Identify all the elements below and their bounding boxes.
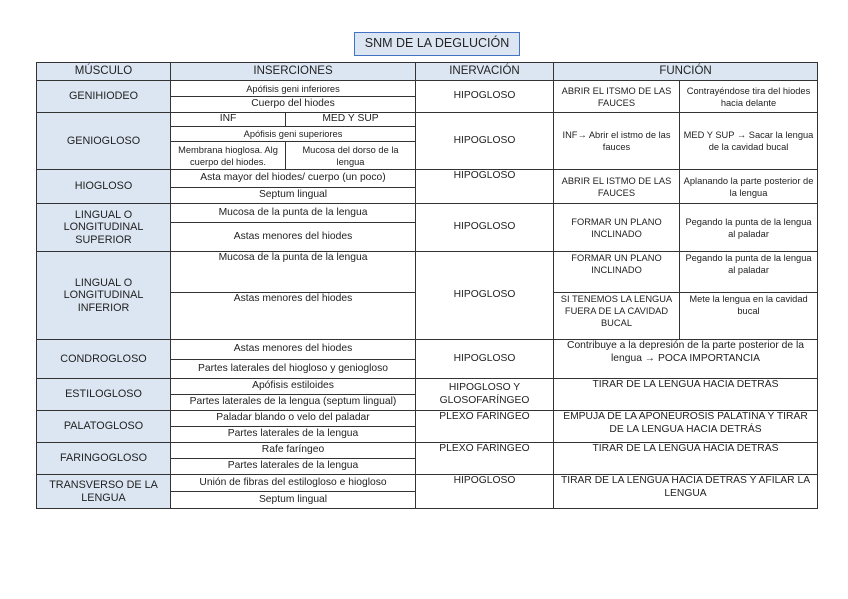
- insertion-cell: Mucosa de la punta de la lengua: [171, 252, 416, 293]
- function-cell: FORMAR UN PLANO INCLINADO: [554, 204, 680, 252]
- header-innervation: INERVACIÓN: [416, 63, 554, 81]
- function-detail-cell: Pegando la punta de la lengua al paladar: [680, 252, 818, 293]
- function-detail-cell: MED Y SUP → Sacar la lengua de la cavidad bucal: [680, 113, 818, 170]
- insertion-cell: Unión de fibras del estilogloso e hiogloso: [171, 475, 416, 492]
- innervation-cell: HIPOGLOSO: [416, 113, 554, 170]
- innervation-cell: HIPOGLOSO: [416, 81, 554, 113]
- header-muscle: MÚSCULO: [37, 63, 171, 81]
- header-row: [37, 63, 818, 81]
- table-row: [37, 411, 818, 427]
- function-cell: TIRAR DE LA LENGUA HACIA DETRÁS: [554, 379, 818, 411]
- innervation-cell: HIPOGLOSO: [416, 252, 554, 340]
- table-row: [37, 475, 818, 492]
- muscle-cell: GENIHIODEO: [37, 81, 171, 113]
- function-cell: Contribuye a la depresión de la parte posterior de la lengua → POCA IMPORTANCIA: [554, 340, 818, 379]
- insertion-cell: Mucosa de la punta de la lengua: [171, 204, 416, 223]
- insertion-cell: Cuerpo del hiodes: [171, 97, 416, 113]
- insertion-cell: Partes laterales de la lengua (septum lingual): [171, 395, 416, 411]
- table-row: [37, 204, 818, 223]
- insertion-cell: Septum lingual: [171, 492, 416, 509]
- innervation-cell: PLEXO FARÍNGEO: [416, 411, 554, 443]
- innervation-cell: HIPOGLOSO: [416, 170, 554, 204]
- muscle-cell: ESTILOGLOSO: [37, 379, 171, 411]
- insertion-cell: INF: [171, 113, 286, 127]
- insertion-cell: Astas menores del hiodes: [171, 340, 416, 360]
- function-detail-cell: Aplanando la parte posterior de la lengua: [680, 170, 818, 204]
- innervation-cell: HIPOGLOSO: [416, 204, 554, 252]
- innervation-cell: HIPOGLOSO: [416, 475, 554, 509]
- function-detail-cell: Mete la lengua en la cavidad bucal: [680, 293, 818, 340]
- insertion-cell: Partes laterales de la lengua: [171, 459, 416, 475]
- insertion-cell: Astas menores del hiodes: [171, 293, 416, 340]
- function-cell: SI TENEMOS LA LENGUA FUERA DE LA CAVIDAD BUCAL: [554, 293, 680, 340]
- muscle-cell: PALATOGLOSO: [37, 411, 171, 443]
- insertion-cell: Rafe faríngeo: [171, 443, 416, 459]
- table-row: [37, 81, 818, 97]
- table-row: [37, 170, 818, 188]
- function-cell: INF→ Abrir el istmo de las fauces: [554, 113, 680, 170]
- function-cell: TIRAR DE LA LENGUA HACIA DETRÁS Y AFILAR LA LENGUA: [554, 475, 818, 509]
- function-cell: ABRIR EL ISTMO DE LAS FAUCES: [554, 170, 680, 204]
- innervation-cell: HIPOGLOSO Y GLOSOFARÍNGEO: [416, 379, 554, 411]
- insertion-cell: Apófisis estiloides: [171, 379, 416, 395]
- insertion-cell: Partes laterales de la lengua: [171, 427, 416, 443]
- function-cell: EMPUJA DE LA APONEUROSIS PALATINA Y TIRAR DE LA LENGUA HACIA DETRÁS: [554, 411, 818, 443]
- muscle-cell: CONDROGLOSO: [37, 340, 171, 379]
- function-cell: ABRIR EL ITSMO DE LAS FAUCES: [554, 81, 680, 113]
- table-row: [37, 252, 818, 293]
- insertion-cell: Astas menores del hiodes: [171, 223, 416, 252]
- table-row: [37, 443, 818, 459]
- function-cell: TIRAR DE LA LENGUA HACIA DETRÁS: [554, 443, 818, 475]
- muscle-cell: LINGUAL O LONGITUDINAL INFERIOR: [37, 252, 171, 340]
- table-row: [37, 113, 818, 127]
- insertion-cell: Paladar blando o velo del paladar: [171, 411, 416, 427]
- document-title: SNM DE LA DEGLUCIÓN: [354, 32, 520, 56]
- insertion-cell: Partes laterales del hiogloso y geniogloso: [171, 360, 416, 379]
- function-detail-cell: Contrayéndose tira del hiodes hacia delante: [680, 81, 818, 113]
- function-detail-cell: Pegando la punta de la lengua al paladar: [680, 204, 818, 252]
- header-function: FUNCIÓN: [554, 63, 818, 81]
- insertion-cell: Asta mayor del hiodes/ cuerpo (un poco): [171, 170, 416, 188]
- innervation-cell: PLEXO FARÍNGEO: [416, 443, 554, 475]
- muscle-cell: FARINGOGLOSO: [37, 443, 171, 475]
- table-row: [37, 379, 818, 395]
- muscle-cell: HIOGLOSO: [37, 170, 171, 204]
- insertion-cell: MED Y SUP: [286, 113, 416, 127]
- muscle-cell: GENIOGLOSO: [37, 113, 171, 170]
- insertion-cell: Apófisis geni superiores: [171, 127, 416, 142]
- muscles-table: [36, 62, 818, 509]
- muscle-cell: TRANSVERSO DE LA LENGUA: [37, 475, 171, 509]
- innervation-cell: HIPOGLOSO: [416, 340, 554, 379]
- function-cell: FORMAR UN PLANO INCLINADO: [554, 252, 680, 293]
- insertion-cell: Mucosa del dorso de la lengua: [286, 142, 416, 170]
- insertion-cell: Apófisis geni inferiores: [171, 81, 416, 97]
- insertion-cell: Membrana hioglosa. Alg cuerpo del hiodes.: [171, 142, 286, 170]
- table-row: [37, 340, 818, 360]
- header-insertions: INSERCIONES: [171, 63, 416, 81]
- insertion-cell: Septum lingual: [171, 188, 416, 204]
- muscle-cell: LINGUAL O LONGITUDINAL SUPERIOR: [37, 204, 171, 252]
